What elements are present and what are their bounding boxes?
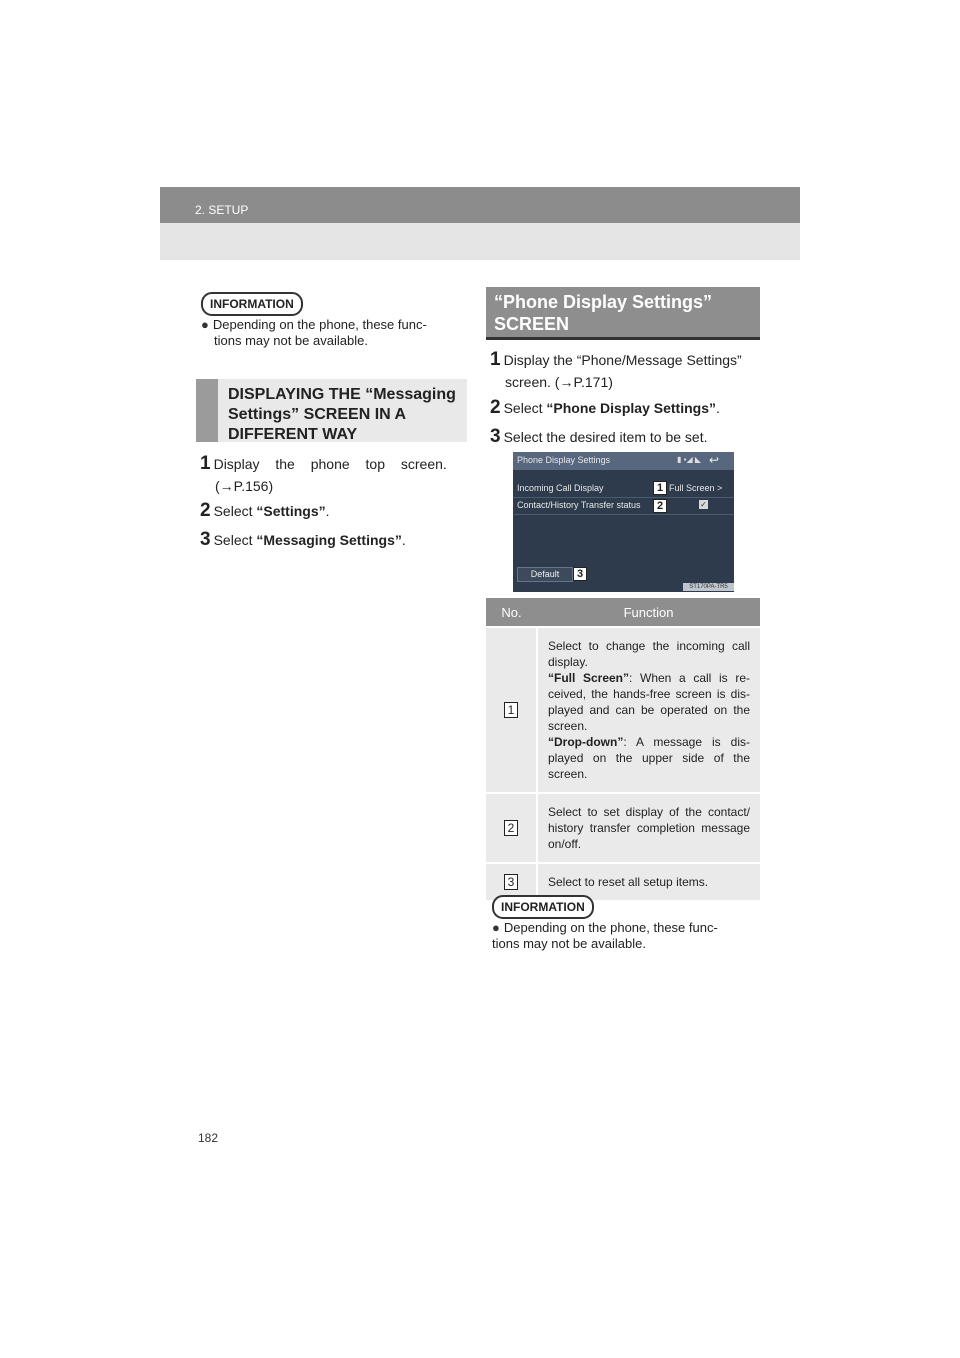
phone-display-settings-screenshot [513, 452, 734, 592]
screen-title: Phone Display Settings [517, 455, 611, 465]
row-number: 3 [504, 874, 518, 890]
table-row [486, 627, 760, 793]
option-name: “Full Screen” [548, 671, 630, 685]
information-badge: INFORMATION [201, 292, 303, 316]
step-pre: Select [213, 532, 257, 548]
information-note [201, 317, 466, 349]
row-divider [513, 514, 734, 515]
row-number-cell [486, 627, 537, 793]
function-text: Select to change the incoming call display. [548, 639, 750, 669]
step-text: Display the “Phone/Message Settings” [503, 352, 742, 368]
option-name: “Drop-down” [548, 735, 624, 749]
step-target: “Messaging Settings” [256, 532, 402, 548]
section-heading-marker [196, 379, 218, 442]
row-function-cell [537, 627, 760, 793]
step-number: 2 [490, 397, 501, 418]
step-target: “Phone Display Settings” [546, 400, 716, 416]
function-text: : A message is dis-played on the upper side of the screen. [548, 735, 750, 781]
bullet-icon: ● [492, 920, 500, 935]
screen-header [513, 452, 734, 470]
information-note [492, 920, 762, 952]
image-code: ST170PA-TR5 [683, 583, 734, 591]
back-icon: ↩ [709, 453, 720, 467]
header-band [160, 187, 800, 223]
table-row [486, 793, 760, 863]
callout-1: 1 [653, 481, 667, 495]
row-divider [513, 497, 734, 498]
step-number: 2 [200, 500, 211, 521]
row-label: Incoming Call Display [517, 483, 604, 493]
function-text: Select to reset all setup items. [548, 875, 709, 889]
heading-line-3: DIFFERENT WAY [228, 426, 358, 443]
step-post: . [325, 503, 330, 519]
step-pre: Select [503, 400, 547, 416]
right-step-2 [490, 397, 720, 419]
right-step-3 [490, 426, 707, 448]
step-post: . [401, 532, 406, 548]
row-function-cell [537, 793, 760, 863]
section-heading-text [228, 385, 456, 445]
heading-underline [486, 337, 760, 340]
step-text: Display the phone top screen. [213, 456, 447, 472]
col-function: Function [537, 598, 760, 627]
row-label: Contact/History Transfer status [517, 500, 641, 510]
function-table [486, 598, 760, 900]
row-number: 1 [504, 702, 518, 718]
info-line-2: tions may not be available. [214, 333, 368, 348]
left-step-2 [200, 500, 330, 522]
col-no: No. [486, 598, 537, 627]
page-number: 182 [198, 1131, 219, 1145]
function-text: Select to set display of the contact/ history transfer completion message on/off. [548, 805, 750, 851]
step-pre: Select [213, 503, 257, 519]
default-button: Default [517, 567, 573, 582]
table-header-row [486, 598, 760, 627]
step-number: 3 [200, 529, 211, 550]
section-title: 2. SETUP [195, 203, 249, 217]
heading-line-2: Settings” SCREEN IN A [228, 406, 407, 423]
step-post: . [715, 400, 720, 416]
left-step-1 [200, 453, 466, 497]
heading-line-2: SCREEN [494, 314, 570, 334]
step-text: Select the desired item to be set. [503, 429, 708, 445]
heading-line-1: DISPLAYING THE “Messaging [228, 386, 456, 403]
step-ref: (→P.156) [215, 478, 274, 494]
left-step-3 [200, 529, 406, 551]
callout-2: 2 [653, 499, 667, 513]
information-badge: INFORMATION [492, 895, 594, 919]
row-number-cell [486, 793, 537, 863]
right-step-1 [490, 349, 765, 393]
step-number: 1 [490, 349, 501, 370]
row-number: 2 [504, 820, 518, 836]
checkbox-icon: ✓ [700, 500, 707, 509]
incoming-call-display-row [513, 482, 734, 496]
bullet-icon: ● [201, 317, 209, 332]
section-heading-messaging [196, 379, 467, 442]
step-number: 3 [490, 426, 501, 447]
row-value: Full Screen > [669, 483, 723, 493]
step-number: 1 [200, 453, 211, 474]
callout-3: 3 [573, 567, 587, 581]
step-ref: screen. (→P.171) [505, 374, 613, 390]
info-line-2: tions may not be available. [492, 936, 646, 951]
section-heading-phone-display [486, 287, 760, 337]
page-header [160, 187, 800, 260]
step-target: “Settings” [256, 503, 326, 519]
info-line-1: Depending on the phone, these func- [212, 317, 427, 332]
info-line-1: Depending on the phone, these func- [503, 920, 718, 935]
function-text: : When a call is re-ceived, the hands-free screen is dis-played and can be operated on the screen. [548, 671, 750, 733]
section-heading-text [494, 291, 712, 335]
heading-line-1: “Phone Display Settings” [494, 292, 713, 312]
signal-status-icon: ▮ ▪◢ ◣ [677, 455, 701, 464]
